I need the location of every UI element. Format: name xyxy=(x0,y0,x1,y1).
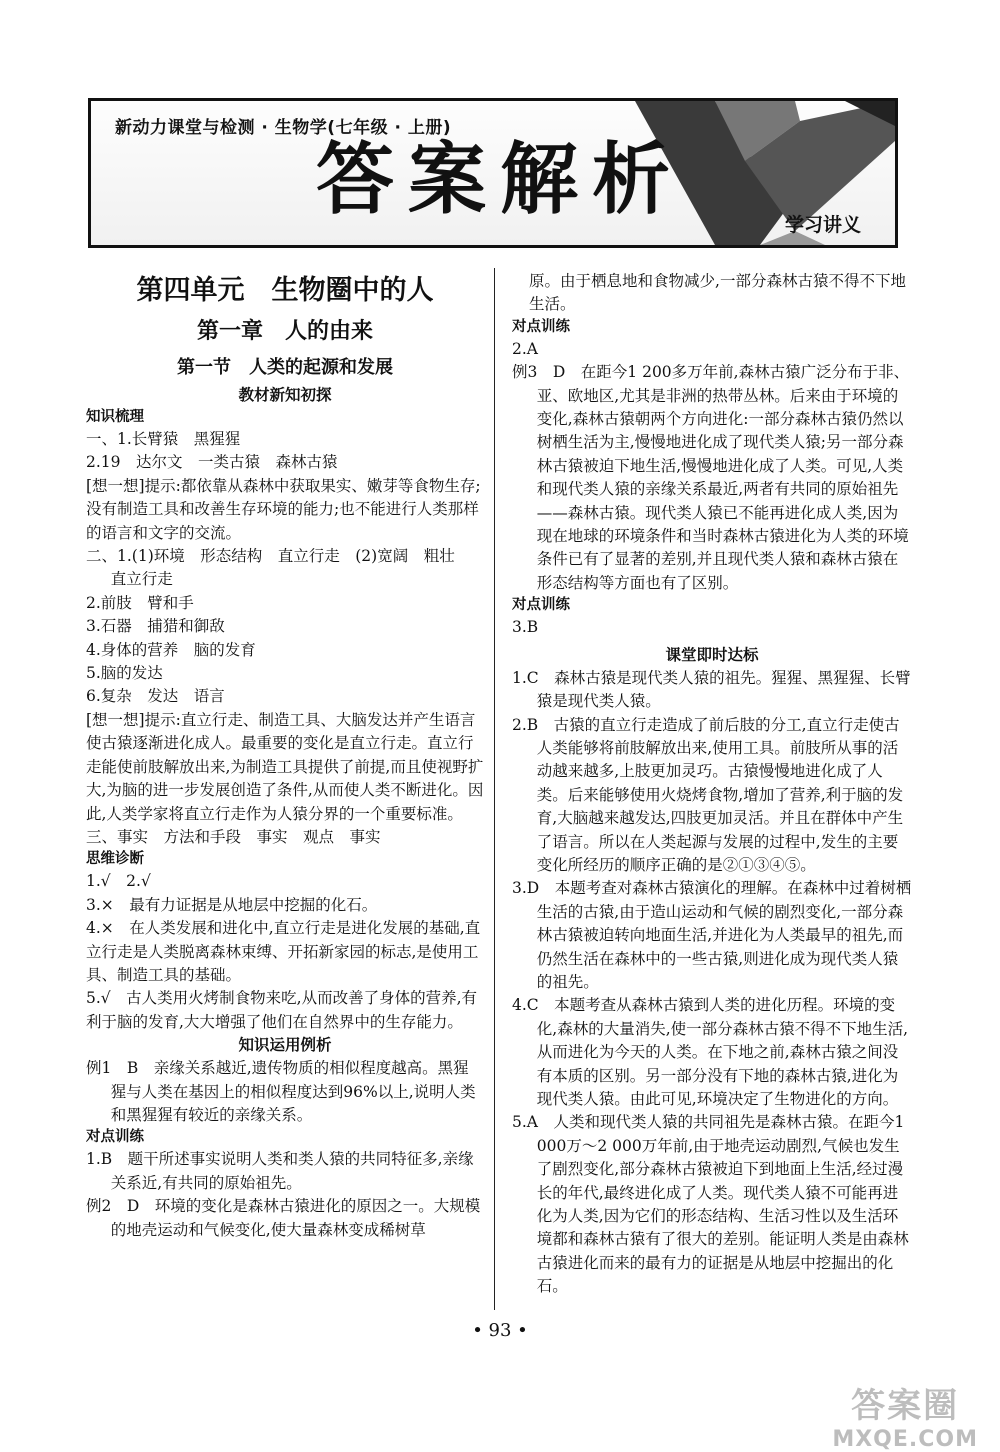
answer-line: 2.19 达尔文 一类古猿 森林古猿 xyxy=(86,453,338,472)
label-zhishi: 知识梳理 xyxy=(86,409,144,425)
chapter-heading: 第一章 人的由来 xyxy=(196,319,373,344)
example-paragraph: 例2 D 环境的变化是森林古猿进化的原因之一。大规模的地壳运动和气候变化,使大量森林变成稀树草 xyxy=(86,1197,481,1239)
answer-paragraph: 5.√ 古人类用火烤制食物来吃,从而改善了身体的营养,有利于脑的发育,大大增强了他们在自然界中的生存能力。 xyxy=(86,989,478,1031)
left-column xyxy=(86,270,484,1242)
answer-line: 4.身体的营养 脑的发育 xyxy=(86,640,256,659)
answer-paragraph: 5.A 人类和现代类人猿的共同祖先是森林古猿。在距今1 000万～2 000万年前,由于地壳运动剧烈,气候也发生了剧烈变化,部分森林古猿被迫下到地面上生活,经过漫长的年代,最终进化成了人类。现代类人猿不可能再进化为人类,因为它们的形态结构、生活习性以及生活环境都和森林古猿有了很大的差别。能证明人类是由森林古猿进化而来的最有力的证据是从地层中挖掘出的化石。 xyxy=(512,1113,909,1296)
answer-line: 3.× 最有力证据是从地层中挖掘的化石。 xyxy=(86,895,378,914)
subsection-heading: 课堂即时达标 xyxy=(665,645,759,664)
answer-line: 6.复杂 发达 语言 xyxy=(86,687,225,706)
label-duidian: 对点训练 xyxy=(86,1129,144,1146)
book-subtitle: 新动力课堂与检测 · 生物学(七年级 · 上册) xyxy=(115,118,452,138)
answer-paragraph: 1.B 题干所述事实说明人类和类人猿的共同特征多,亲缘关系近,有共同的原始祖先。 xyxy=(86,1150,474,1192)
page-title: 答案解析 xyxy=(316,135,685,225)
example-continuation: 原。由于栖息地和食物减少,一部分森林古猿不得不下地生活。 xyxy=(529,272,906,314)
answer-paragraph: 4.× 在人类发展和进化中,直立行走是进化发展的基础,直立行走是人类脱离森林束缚、开拓新家园的标志,是使用工具、制造工具的基础。 xyxy=(86,919,481,984)
answer-paragraph: 2.B 古猿的直立行走造成了前后肢的分工,直立行走使古人类能够将前肢解放出来,使用工具。前肢所从事的活动越来越多,上肢更加灵巧。古猿慢慢地进化成了人类。后来能够使用火烧烤食物,增加了营养,利于脑的发育,大脑越来越发达,四肢更加灵活。并且在群体中产生了语言。所以在人类起源与发展的过程中,发生的主要变化所经历的顺序正确的是②①③④⑤。 xyxy=(512,715,904,874)
unit-heading: 第四单元 生物圈中的人 xyxy=(136,275,434,306)
right-column xyxy=(512,270,912,1299)
column-divider xyxy=(494,268,495,1310)
answer-paragraph: 1.C 森林古猿是现代类人猿的祖先。猩猩、黑猩猩、长臂猿是现代类人猿。 xyxy=(512,668,911,711)
header-banner xyxy=(88,98,898,248)
answer-line: 二、1.(1)环境 形态结构 直立行走 (2)宽阔 粗壮 直立行走 xyxy=(86,547,471,589)
label-siwei: 思维诊断 xyxy=(86,851,144,868)
page-number: • 93 • xyxy=(472,1320,528,1341)
subsection-heading: 知识运用例析 xyxy=(238,1036,332,1055)
hint-paragraph: [想一想]提示:直立行走、制造工具、大脑发达并产生语言使古猿逐渐进化成人。最重要的变化是直立行走。直立行走能使前肢解放出来,为制造工具提供了前提,而且使视野扩大,为脑的进一步发展创造了条件,从而使人类不断进化。因此,人类学家将直立行走作为人猿分界的一个重要标准。 xyxy=(86,710,484,823)
answer-line: 一、1.长臂猿 黑猩猩 xyxy=(86,430,241,448)
answer-line: 2.前肢 臂和手 xyxy=(86,593,194,612)
hint-paragraph: [想一想]提示:都依靠从森林中获取果实、嫩芽等食物生存;没有制造工具和改善生存环境的能力;也不能进行人类那样的语言和文字的交流。 xyxy=(86,476,481,542)
watermark-text: 答案圈 xyxy=(851,1386,960,1426)
section-heading: 第一节 人类的起源和发展 xyxy=(177,357,393,378)
label-duidian: 对点训练 xyxy=(512,318,570,335)
answer-line: 3.石器 捕猎和御敌 xyxy=(86,617,225,636)
watermark-logo xyxy=(832,1378,978,1452)
header-tag: 学习讲义 xyxy=(784,214,861,236)
subsection-heading: 教材新知初探 xyxy=(238,386,332,404)
answer-paragraph: 3.D 本题考查对森林古猿演化的理解。在森林中过着树栖生活的古猿,由于造山运动和气候的剧烈变化,一部分森林古猿被迫转向地面生活,并进化为人类最早的祖先,而仍然生活在森林中的一些古猿,则进化成为现代类人猿的祖先。 xyxy=(512,879,912,991)
answer-line: 三、事实 方法和手段 事实 观点 事实 xyxy=(86,827,381,846)
label-duidian: 对点训练 xyxy=(512,597,570,614)
answer-paragraph: 4.C 本题考查从森林古猿到人类的进化历程。环境的变化,森林的大量消失,使一部分森林古猿不得不下地生活,从而进化为今天的人类。在下地之前,森林古猿之间没有本质的区别。另一部分没有下地的森林古猿,进化为现代类人猿。由此可见,环境决定了生物进化的方向。 xyxy=(512,996,909,1108)
example-paragraph: 例3 D 在距今1 200多万年前,森林古猿广泛分布于非、亚、欧地区,尤其是非洲的热带丛林。后来由于环境的变化,森林古猿朝两个方向进化:一部分森林古猿仍然以树栖生活为主,慢慢地进化成了现代类人猿;另一部分森林古猿被迫下地生活,慢慢地进化成了人类。可见,人类和现代类人猿的亲缘关系最近,两者有共同的原始祖先——森林古猿。现代类人猿已不能再进化成人类,因为现在地球的环境条件和当时森林古猿进化为人类的环境条件已有了显著的差别,并且现代类人猿和森林古猿在形态结构等方面也有了区别。 xyxy=(512,363,910,592)
answer-line: 1.√ 2.√ xyxy=(86,872,151,891)
answer-line: 2.A xyxy=(512,339,538,358)
watermark-url: MXQE.COM xyxy=(832,1427,978,1452)
answer-line: 3.B xyxy=(512,618,539,637)
answer-line: 5.脑的发达 xyxy=(86,664,163,683)
example-paragraph: 例1 B 亲缘关系越近,遗传物质的相似程度越高。黑猩猩与人类在基因上的相似程度达到96%以上,说明人类和黑猩猩有较近的亲缘关系。 xyxy=(86,1059,476,1124)
